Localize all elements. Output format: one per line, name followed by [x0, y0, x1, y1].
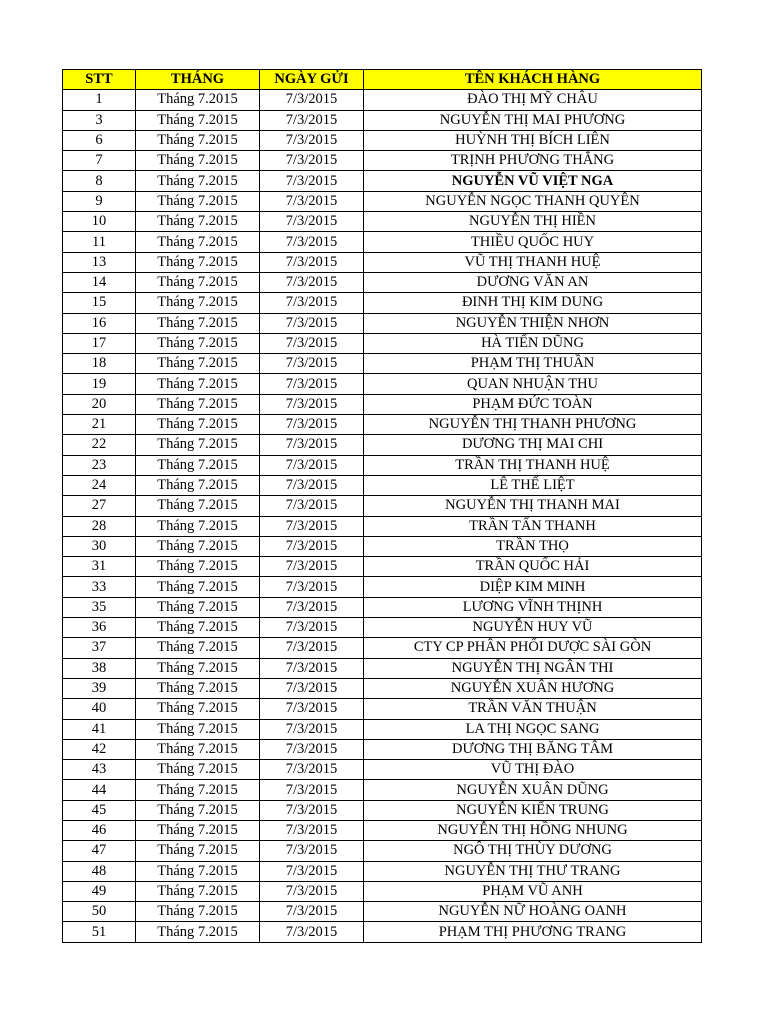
- table-row: [63, 516, 702, 536]
- table-row: [63, 313, 702, 333]
- cell-ngay-gui[interactable]: 7/3/2015: [260, 191, 364, 211]
- cell-ten-khach-hang[interactable]: NGUYỄN THỊ THƯ TRANG: [364, 861, 702, 881]
- cell-ngay-gui[interactable]: 7/3/2015: [260, 719, 364, 739]
- cell-stt[interactable]: 33: [63, 577, 136, 597]
- table-row: [63, 110, 702, 130]
- cell-stt[interactable]: 38: [63, 658, 136, 678]
- cell-ten-khach-hang[interactable]: TRẦN THỊ THANH HUỆ: [364, 455, 702, 475]
- cell-ngay-gui[interactable]: 7/3/2015: [260, 455, 364, 475]
- cell-ngay-gui[interactable]: 7/3/2015: [260, 881, 364, 901]
- cell-stt[interactable]: 17: [63, 333, 136, 353]
- cell-ten-khach-hang[interactable]: NGUYỄN NỮ HOÀNG OANH: [364, 902, 702, 922]
- header-ngay-gui[interactable]: NGÀY GỬI: [260, 70, 364, 90]
- cell-stt[interactable]: 6: [63, 130, 136, 150]
- cell-ngay-gui[interactable]: 7/3/2015: [260, 618, 364, 638]
- table-body: [63, 90, 702, 942]
- cell-thang[interactable]: Tháng 7.2015: [136, 293, 260, 313]
- cell-thang[interactable]: Tháng 7.2015: [136, 577, 260, 597]
- cell-ten-khach-hang[interactable]: NGUYỄN THỊ NGÂN THI: [364, 658, 702, 678]
- cell-ten-khach-hang[interactable]: TRỊNH PHƯƠNG THẮNG: [364, 151, 702, 171]
- cell-stt[interactable]: 22: [63, 435, 136, 455]
- cell-ten-khach-hang[interactable]: NGUYỄN THỊ MAI PHƯƠNG: [364, 110, 702, 130]
- table-row: [63, 678, 702, 698]
- cell-stt[interactable]: 30: [63, 536, 136, 556]
- table-row: [63, 760, 702, 780]
- cell-thang[interactable]: Tháng 7.2015: [136, 191, 260, 211]
- cell-thang[interactable]: Tháng 7.2015: [136, 435, 260, 455]
- header-thang[interactable]: THÁNG: [136, 70, 260, 90]
- cell-ten-khach-hang[interactable]: QUAN NHUẬN THU: [364, 374, 702, 394]
- cell-ngay-gui[interactable]: 7/3/2015: [260, 922, 364, 942]
- cell-ngay-gui[interactable]: 7/3/2015: [260, 820, 364, 840]
- cell-stt[interactable]: 7: [63, 151, 136, 171]
- cell-ngay-gui[interactable]: 7/3/2015: [260, 212, 364, 232]
- table-row: [63, 496, 702, 516]
- cell-thang[interactable]: Tháng 7.2015: [136, 841, 260, 861]
- cell-thang[interactable]: Tháng 7.2015: [136, 658, 260, 678]
- cell-stt[interactable]: 15: [63, 293, 136, 313]
- table-row: [63, 354, 702, 374]
- cell-ten-khach-hang[interactable]: NGÔ THỊ THÙY DƯƠNG: [364, 841, 702, 861]
- cell-ten-khach-hang[interactable]: LƯƠNG VĨNH THỊNH: [364, 597, 702, 617]
- cell-stt[interactable]: 39: [63, 678, 136, 698]
- cell-thang[interactable]: Tháng 7.2015: [136, 475, 260, 495]
- cell-stt[interactable]: 13: [63, 252, 136, 272]
- cell-ten-khach-hang[interactable]: NGUYỄN KIẾN TRUNG: [364, 800, 702, 820]
- table-row: [63, 780, 702, 800]
- cell-thang[interactable]: Tháng 7.2015: [136, 881, 260, 901]
- cell-stt[interactable]: 48: [63, 861, 136, 881]
- cell-stt[interactable]: 35: [63, 597, 136, 617]
- cell-ten-khach-hang[interactable]: PHẠM ĐỨC TOÀN: [364, 394, 702, 414]
- table-row: [63, 212, 702, 232]
- table-row: [63, 800, 702, 820]
- table-row: [63, 577, 702, 597]
- cell-thang[interactable]: Tháng 7.2015: [136, 820, 260, 840]
- cell-ngay-gui[interactable]: 7/3/2015: [260, 902, 364, 922]
- header-row: [63, 70, 702, 90]
- cell-ngay-gui[interactable]: 7/3/2015: [260, 313, 364, 333]
- cell-ten-khach-hang[interactable]: NGUYỄN THỊ HỒNG NHUNG: [364, 820, 702, 840]
- cell-thang[interactable]: Tháng 7.2015: [136, 394, 260, 414]
- cell-stt[interactable]: 11: [63, 232, 136, 252]
- cell-ngay-gui[interactable]: 7/3/2015: [260, 557, 364, 577]
- cell-stt[interactable]: 47: [63, 841, 136, 861]
- cell-ten-khach-hang[interactable]: ĐINH THỊ KIM DUNG: [364, 293, 702, 313]
- cell-stt[interactable]: 40: [63, 699, 136, 719]
- cell-stt[interactable]: 24: [63, 475, 136, 495]
- cell-ngay-gui[interactable]: 7/3/2015: [260, 861, 364, 881]
- cell-stt[interactable]: 21: [63, 415, 136, 435]
- cell-thang[interactable]: Tháng 7.2015: [136, 678, 260, 698]
- cell-stt[interactable]: 45: [63, 800, 136, 820]
- cell-ten-khach-hang[interactable]: DƯƠNG THỊ MAI CHI: [364, 435, 702, 455]
- cell-stt[interactable]: 8: [63, 171, 136, 191]
- cell-stt[interactable]: 49: [63, 881, 136, 901]
- cell-ngay-gui[interactable]: 7/3/2015: [260, 333, 364, 353]
- table-row: [63, 861, 702, 881]
- table-row: [63, 658, 702, 678]
- table-row: [63, 557, 702, 577]
- cell-ngay-gui[interactable]: 7/3/2015: [260, 110, 364, 130]
- cell-ten-khach-hang[interactable]: TRẦN VĂN THUẬN: [364, 699, 702, 719]
- cell-ngay-gui[interactable]: 7/3/2015: [260, 171, 364, 191]
- cell-thang[interactable]: Tháng 7.2015: [136, 90, 260, 110]
- table-row: [63, 90, 702, 110]
- table-header: [63, 70, 702, 90]
- cell-stt[interactable]: 46: [63, 820, 136, 840]
- cell-stt[interactable]: 50: [63, 902, 136, 922]
- table-row: [63, 902, 702, 922]
- cell-thang[interactable]: Tháng 7.2015: [136, 272, 260, 292]
- header-ten-khach-hang[interactable]: TÊN KHÁCH HÀNG: [364, 70, 702, 90]
- cell-ngay-gui[interactable]: 7/3/2015: [260, 252, 364, 272]
- cell-ngay-gui[interactable]: 7/3/2015: [260, 516, 364, 536]
- cell-stt[interactable]: 3: [63, 110, 136, 130]
- cell-thang[interactable]: Tháng 7.2015: [136, 151, 260, 171]
- cell-ngay-gui[interactable]: 7/3/2015: [260, 496, 364, 516]
- cell-stt[interactable]: 43: [63, 760, 136, 780]
- cell-ngay-gui[interactable]: 7/3/2015: [260, 354, 364, 374]
- table-row: [63, 820, 702, 840]
- cell-thang[interactable]: Tháng 7.2015: [136, 415, 260, 435]
- cell-ten-khach-hang[interactable]: CTY CP PHÂN PHỐI DƯỢC SÀI GÒN: [364, 638, 702, 658]
- cell-thang[interactable]: Tháng 7.2015: [136, 516, 260, 536]
- table-row: [63, 922, 702, 942]
- table-row: [63, 293, 702, 313]
- cell-stt[interactable]: 41: [63, 719, 136, 739]
- cell-ten-khach-hang[interactable]: PHẠM VŨ ANH: [364, 881, 702, 901]
- cell-thang[interactable]: Tháng 7.2015: [136, 252, 260, 272]
- cell-ten-khach-hang[interactable]: PHẠM THỊ PHƯƠNG TRANG: [364, 922, 702, 942]
- cell-ten-khach-hang[interactable]: VŨ THỊ ĐÀO: [364, 760, 702, 780]
- cell-ngay-gui[interactable]: 7/3/2015: [260, 760, 364, 780]
- cell-ngay-gui[interactable]: 7/3/2015: [260, 293, 364, 313]
- table-row: [63, 618, 702, 638]
- cell-ten-khach-hang[interactable]: NGUYỄN NGỌC THANH QUYÊN: [364, 191, 702, 211]
- cell-stt[interactable]: 14: [63, 272, 136, 292]
- cell-ngay-gui[interactable]: 7/3/2015: [260, 658, 364, 678]
- cell-ten-khach-hang[interactable]: TRẦN TẤN THANH: [364, 516, 702, 536]
- cell-ngay-gui[interactable]: 7/3/2015: [260, 415, 364, 435]
- cell-ten-khach-hang[interactable]: PHẠM THỊ THUẦN: [364, 354, 702, 374]
- cell-ngay-gui[interactable]: 7/3/2015: [260, 151, 364, 171]
- cell-thang[interactable]: Tháng 7.2015: [136, 374, 260, 394]
- table-row: [63, 252, 702, 272]
- table-row: [63, 415, 702, 435]
- cell-ten-khach-hang[interactable]: NGUYỄN THỊ THANH MAI: [364, 496, 702, 516]
- table-row: [63, 130, 702, 150]
- cell-thang[interactable]: Tháng 7.2015: [136, 719, 260, 739]
- table-row: [63, 191, 702, 211]
- table-row: [63, 881, 702, 901]
- cell-stt[interactable]: 20: [63, 394, 136, 414]
- cell-stt[interactable]: 37: [63, 638, 136, 658]
- cell-thang[interactable]: Tháng 7.2015: [136, 130, 260, 150]
- cell-ngay-gui[interactable]: 7/3/2015: [260, 130, 364, 150]
- cell-thang[interactable]: Tháng 7.2015: [136, 110, 260, 130]
- cell-stt[interactable]: 16: [63, 313, 136, 333]
- cell-ten-khach-hang[interactable]: NGUYỄN XUÂN DŨNG: [364, 780, 702, 800]
- table-row: [63, 374, 702, 394]
- table-row: [63, 638, 702, 658]
- cell-ten-khach-hang[interactable]: TRẦN THỌ: [364, 536, 702, 556]
- cell-thang[interactable]: Tháng 7.2015: [136, 780, 260, 800]
- cell-stt[interactable]: 44: [63, 780, 136, 800]
- cell-ten-khach-hang[interactable]: NGUYỄN XUÂN HƯƠNG: [364, 678, 702, 698]
- cell-ngay-gui[interactable]: 7/3/2015: [260, 90, 364, 110]
- cell-ten-khach-hang[interactable]: HÀ TIẾN DŨNG: [364, 333, 702, 353]
- cell-thang[interactable]: Tháng 7.2015: [136, 354, 260, 374]
- cell-thang[interactable]: Tháng 7.2015: [136, 232, 260, 252]
- cell-ngay-gui[interactable]: 7/3/2015: [260, 739, 364, 759]
- table-row: [63, 232, 702, 252]
- cell-ten-khach-hang[interactable]: TRẦN QUỐC HẢI: [364, 557, 702, 577]
- cell-thang[interactable]: Tháng 7.2015: [136, 212, 260, 232]
- cell-ten-khach-hang[interactable]: DIỆP KIM MINH: [364, 577, 702, 597]
- cell-ngay-gui[interactable]: 7/3/2015: [260, 699, 364, 719]
- table-row: [63, 739, 702, 759]
- cell-ten-khach-hang[interactable]: NGUYỄN VŨ VIỆT NGA: [364, 171, 702, 191]
- cell-thang[interactable]: Tháng 7.2015: [136, 739, 260, 759]
- cell-stt[interactable]: 36: [63, 618, 136, 638]
- cell-thang[interactable]: Tháng 7.2015: [136, 333, 260, 353]
- cell-thang[interactable]: Tháng 7.2015: [136, 861, 260, 881]
- cell-ngay-gui[interactable]: 7/3/2015: [260, 272, 364, 292]
- cell-ten-khach-hang[interactable]: LA THỊ NGỌC SANG: [364, 719, 702, 739]
- cell-ten-khach-hang[interactable]: ĐÀO THỊ MỸ CHÂU: [364, 90, 702, 110]
- cell-stt[interactable]: 28: [63, 516, 136, 536]
- table-row: [63, 475, 702, 495]
- cell-stt[interactable]: 23: [63, 455, 136, 475]
- cell-ngay-gui[interactable]: 7/3/2015: [260, 638, 364, 658]
- table-row: [63, 151, 702, 171]
- cell-ten-khach-hang[interactable]: NGUYỄN THỊ HIỀN: [364, 212, 702, 232]
- cell-ngay-gui[interactable]: 7/3/2015: [260, 678, 364, 698]
- cell-thang[interactable]: Tháng 7.2015: [136, 922, 260, 942]
- cell-ngay-gui[interactable]: 7/3/2015: [260, 475, 364, 495]
- cell-ngay-gui[interactable]: 7/3/2015: [260, 374, 364, 394]
- table-row: [63, 719, 702, 739]
- customer-table: [62, 69, 702, 943]
- cell-ngay-gui[interactable]: 7/3/2015: [260, 597, 364, 617]
- cell-thang[interactable]: Tháng 7.2015: [136, 455, 260, 475]
- cell-thang[interactable]: Tháng 7.2015: [136, 496, 260, 516]
- cell-thang[interactable]: Tháng 7.2015: [136, 597, 260, 617]
- cell-stt[interactable]: 1: [63, 90, 136, 110]
- cell-thang[interactable]: Tháng 7.2015: [136, 638, 260, 658]
- table-row: [63, 394, 702, 414]
- cell-thang[interactable]: Tháng 7.2015: [136, 536, 260, 556]
- spreadsheet: [62, 69, 702, 943]
- cell-stt[interactable]: 42: [63, 739, 136, 759]
- cell-stt[interactable]: 18: [63, 354, 136, 374]
- cell-ten-khach-hang[interactable]: NGUYỄN THỊ THANH PHƯƠNG: [364, 415, 702, 435]
- cell-ten-khach-hang[interactable]: VŨ THỊ THANH HUỆ: [364, 252, 702, 272]
- cell-thang[interactable]: Tháng 7.2015: [136, 171, 260, 191]
- cell-thang[interactable]: Tháng 7.2015: [136, 902, 260, 922]
- cell-stt[interactable]: 19: [63, 374, 136, 394]
- table-row: [63, 597, 702, 617]
- table-row: [63, 536, 702, 556]
- cell-thang[interactable]: Tháng 7.2015: [136, 800, 260, 820]
- table-row: [63, 841, 702, 861]
- cell-thang[interactable]: Tháng 7.2015: [136, 699, 260, 719]
- cell-ngay-gui[interactable]: 7/3/2015: [260, 800, 364, 820]
- cell-ten-khach-hang[interactable]: HUỲNH THỊ BÍCH LIÊN: [364, 130, 702, 150]
- cell-ten-khach-hang[interactable]: THIỀU QUỐC HUY: [364, 232, 702, 252]
- cell-ngay-gui[interactable]: 7/3/2015: [260, 435, 364, 455]
- cell-stt[interactable]: 31: [63, 557, 136, 577]
- cell-stt[interactable]: 9: [63, 191, 136, 211]
- cell-stt[interactable]: 51: [63, 922, 136, 942]
- header-stt[interactable]: STT: [63, 70, 136, 90]
- cell-ngay-gui[interactable]: 7/3/2015: [260, 780, 364, 800]
- cell-ngay-gui[interactable]: 7/3/2015: [260, 841, 364, 861]
- table-row: [63, 455, 702, 475]
- cell-ngay-gui[interactable]: 7/3/2015: [260, 394, 364, 414]
- cell-ten-khach-hang[interactable]: DƯƠNG THỊ BĂNG TÂM: [364, 739, 702, 759]
- cell-ten-khach-hang[interactable]: LÊ THẾ LIỆT: [364, 475, 702, 495]
- table-row: [63, 171, 702, 191]
- cell-ngay-gui[interactable]: 7/3/2015: [260, 536, 364, 556]
- table-row: [63, 333, 702, 353]
- cell-ten-khach-hang[interactable]: DƯƠNG VĂN AN: [364, 272, 702, 292]
- table-row: [63, 272, 702, 292]
- cell-thang[interactable]: Tháng 7.2015: [136, 760, 260, 780]
- cell-stt[interactable]: 10: [63, 212, 136, 232]
- cell-thang[interactable]: Tháng 7.2015: [136, 313, 260, 333]
- cell-stt[interactable]: 27: [63, 496, 136, 516]
- cell-thang[interactable]: Tháng 7.2015: [136, 618, 260, 638]
- cell-ngay-gui[interactable]: 7/3/2015: [260, 577, 364, 597]
- cell-ten-khach-hang[interactable]: NGUYỄN HUY VŨ: [364, 618, 702, 638]
- cell-thang[interactable]: Tháng 7.2015: [136, 557, 260, 577]
- table-row: [63, 699, 702, 719]
- cell-ngay-gui[interactable]: 7/3/2015: [260, 232, 364, 252]
- table-row: [63, 435, 702, 455]
- cell-ten-khach-hang[interactable]: NGUYỄN THIỆN NHƠN: [364, 313, 702, 333]
